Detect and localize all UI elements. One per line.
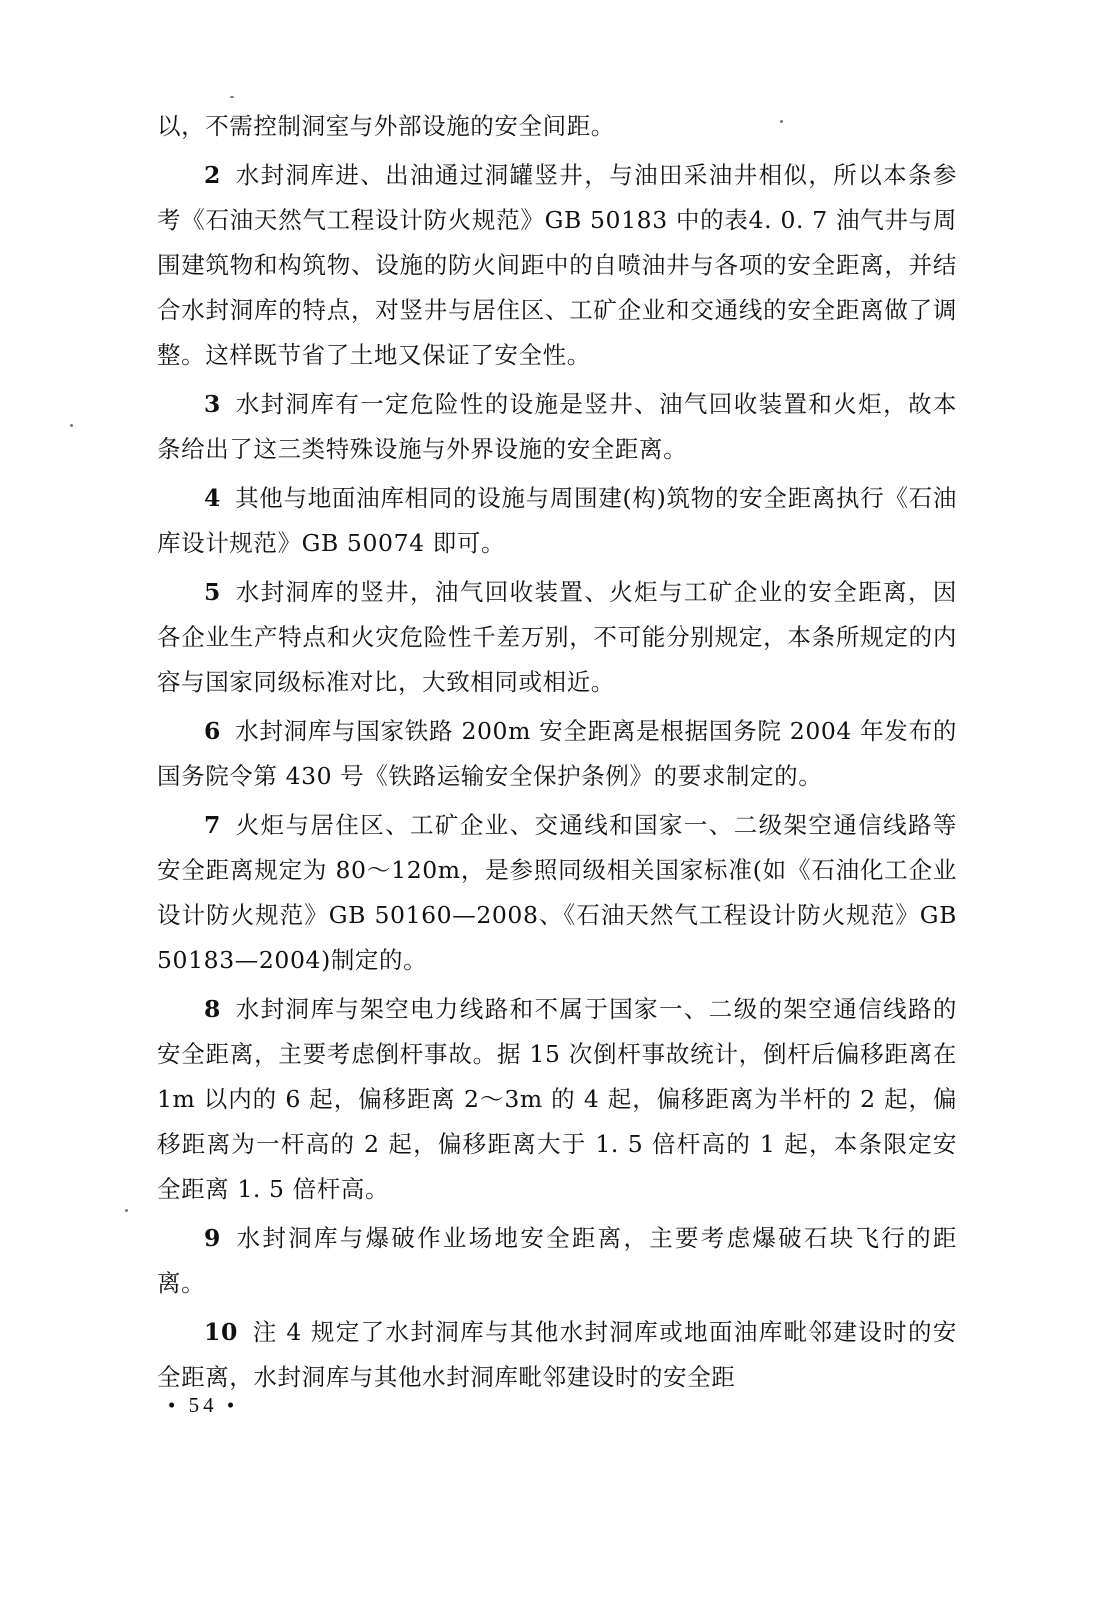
scan-speck	[230, 96, 234, 98]
scan-speck	[125, 1209, 128, 1212]
page-number: • 54 •	[168, 1393, 239, 1417]
clause-number: 7	[204, 811, 221, 839]
clause-number: 5	[204, 578, 221, 606]
clause-text: 其他与地面油库相同的设施与周围建(构)筑物的安全距离执行《石油库设计规范》GB 50074 即可。	[157, 484, 957, 557]
body-text	[157, 104, 957, 1404]
clause-number: 10	[204, 1318, 238, 1346]
clause-paragraph	[157, 709, 957, 799]
intro-paragraph: 以，不需控制洞室与外部设施的安全间距。	[157, 112, 615, 140]
clause-paragraph	[157, 153, 957, 378]
clause-paragraph	[157, 803, 957, 983]
clause-number: 9	[204, 1224, 221, 1252]
clause-paragraph	[157, 570, 957, 705]
clause-paragraph	[157, 987, 957, 1212]
clause-text: 水封洞库有一定危险性的设施是竖井、油气回收装置和火炬，故本条给出了这三类特殊设施与外界设施的安全距离。	[157, 390, 957, 463]
clause-text: 火炬与居住区、工矿企业、交通线和国家一、二级架空通信线路等安全距离规定为 80～120m，是参照同级相关国家标准(如《石油化工企业设计防火规范》GB 50160—2008、《石油天然气工程设计防火规范》GB 50183—2004)制定的。	[157, 811, 957, 974]
clause-text: 水封洞库与国家铁路 200m 安全距离是根据国务院 2004 年发布的国务院令第 430 号《铁路运输安全保护条例》的要求制定的。	[157, 717, 957, 790]
clause-text: 水封洞库进、出油通过洞罐竖井，与油田采油井相似，所以本条参考《石油天然气工程设计防火规范》GB 50183 中的表4. 0. 7 油气井与周围建筑物和构筑物、设施的防火间距中的自喷油井与各项的安全距离，并结合水封洞库的特点，对竖井与居住区、工矿企业和交通线的安全距离做了调整。这样既节省了土地又保证了安全性。	[157, 161, 957, 369]
clause-number: 8	[204, 995, 221, 1023]
clause-paragraph	[157, 382, 957, 472]
clause-paragraph	[157, 476, 957, 566]
scan-speck	[70, 424, 73, 427]
clause-text: 注 4 规定了水封洞库与其他水封洞库或地面油库毗邻建设时的安全距离，水封洞库与其他水封洞库毗邻建设时的安全距	[157, 1318, 957, 1391]
clause-paragraph	[157, 1310, 957, 1400]
clause-number: 6	[204, 717, 221, 745]
clause-paragraph	[157, 1216, 957, 1306]
clause-text: 水封洞库的竖井，油气回收装置、火炬与工矿企业的安全距离，因各企业生产特点和火灾危险性千差万别，不可能分别规定，本条所规定的内容与国家同级标准对比，大致相同或相近。	[157, 578, 957, 696]
clause-number: 2	[204, 161, 221, 189]
clause-text: 水封洞库与架空电力线路和不属于国家一、二级的架空通信线路的安全距离，主要考虑倒杆事故。据 15 次倒杆事故统计，倒杆后偏移距离在 1m 以内的 6 起，偏移距离 2～3m 的 4 起，偏移距离为半杆的 2 起，偏移距离为一杆高的 2 起，偏移距离大于 1. 5 倍杆高的 1 起，本条限定安全距离 1. 5 倍杆高。	[157, 995, 957, 1203]
clause-number: 3	[204, 390, 221, 418]
clause-text: 水封洞库与爆破作业场地安全距离，主要考虑爆破石块飞行的距离。	[157, 1224, 957, 1297]
clause-number: 4	[204, 484, 221, 512]
